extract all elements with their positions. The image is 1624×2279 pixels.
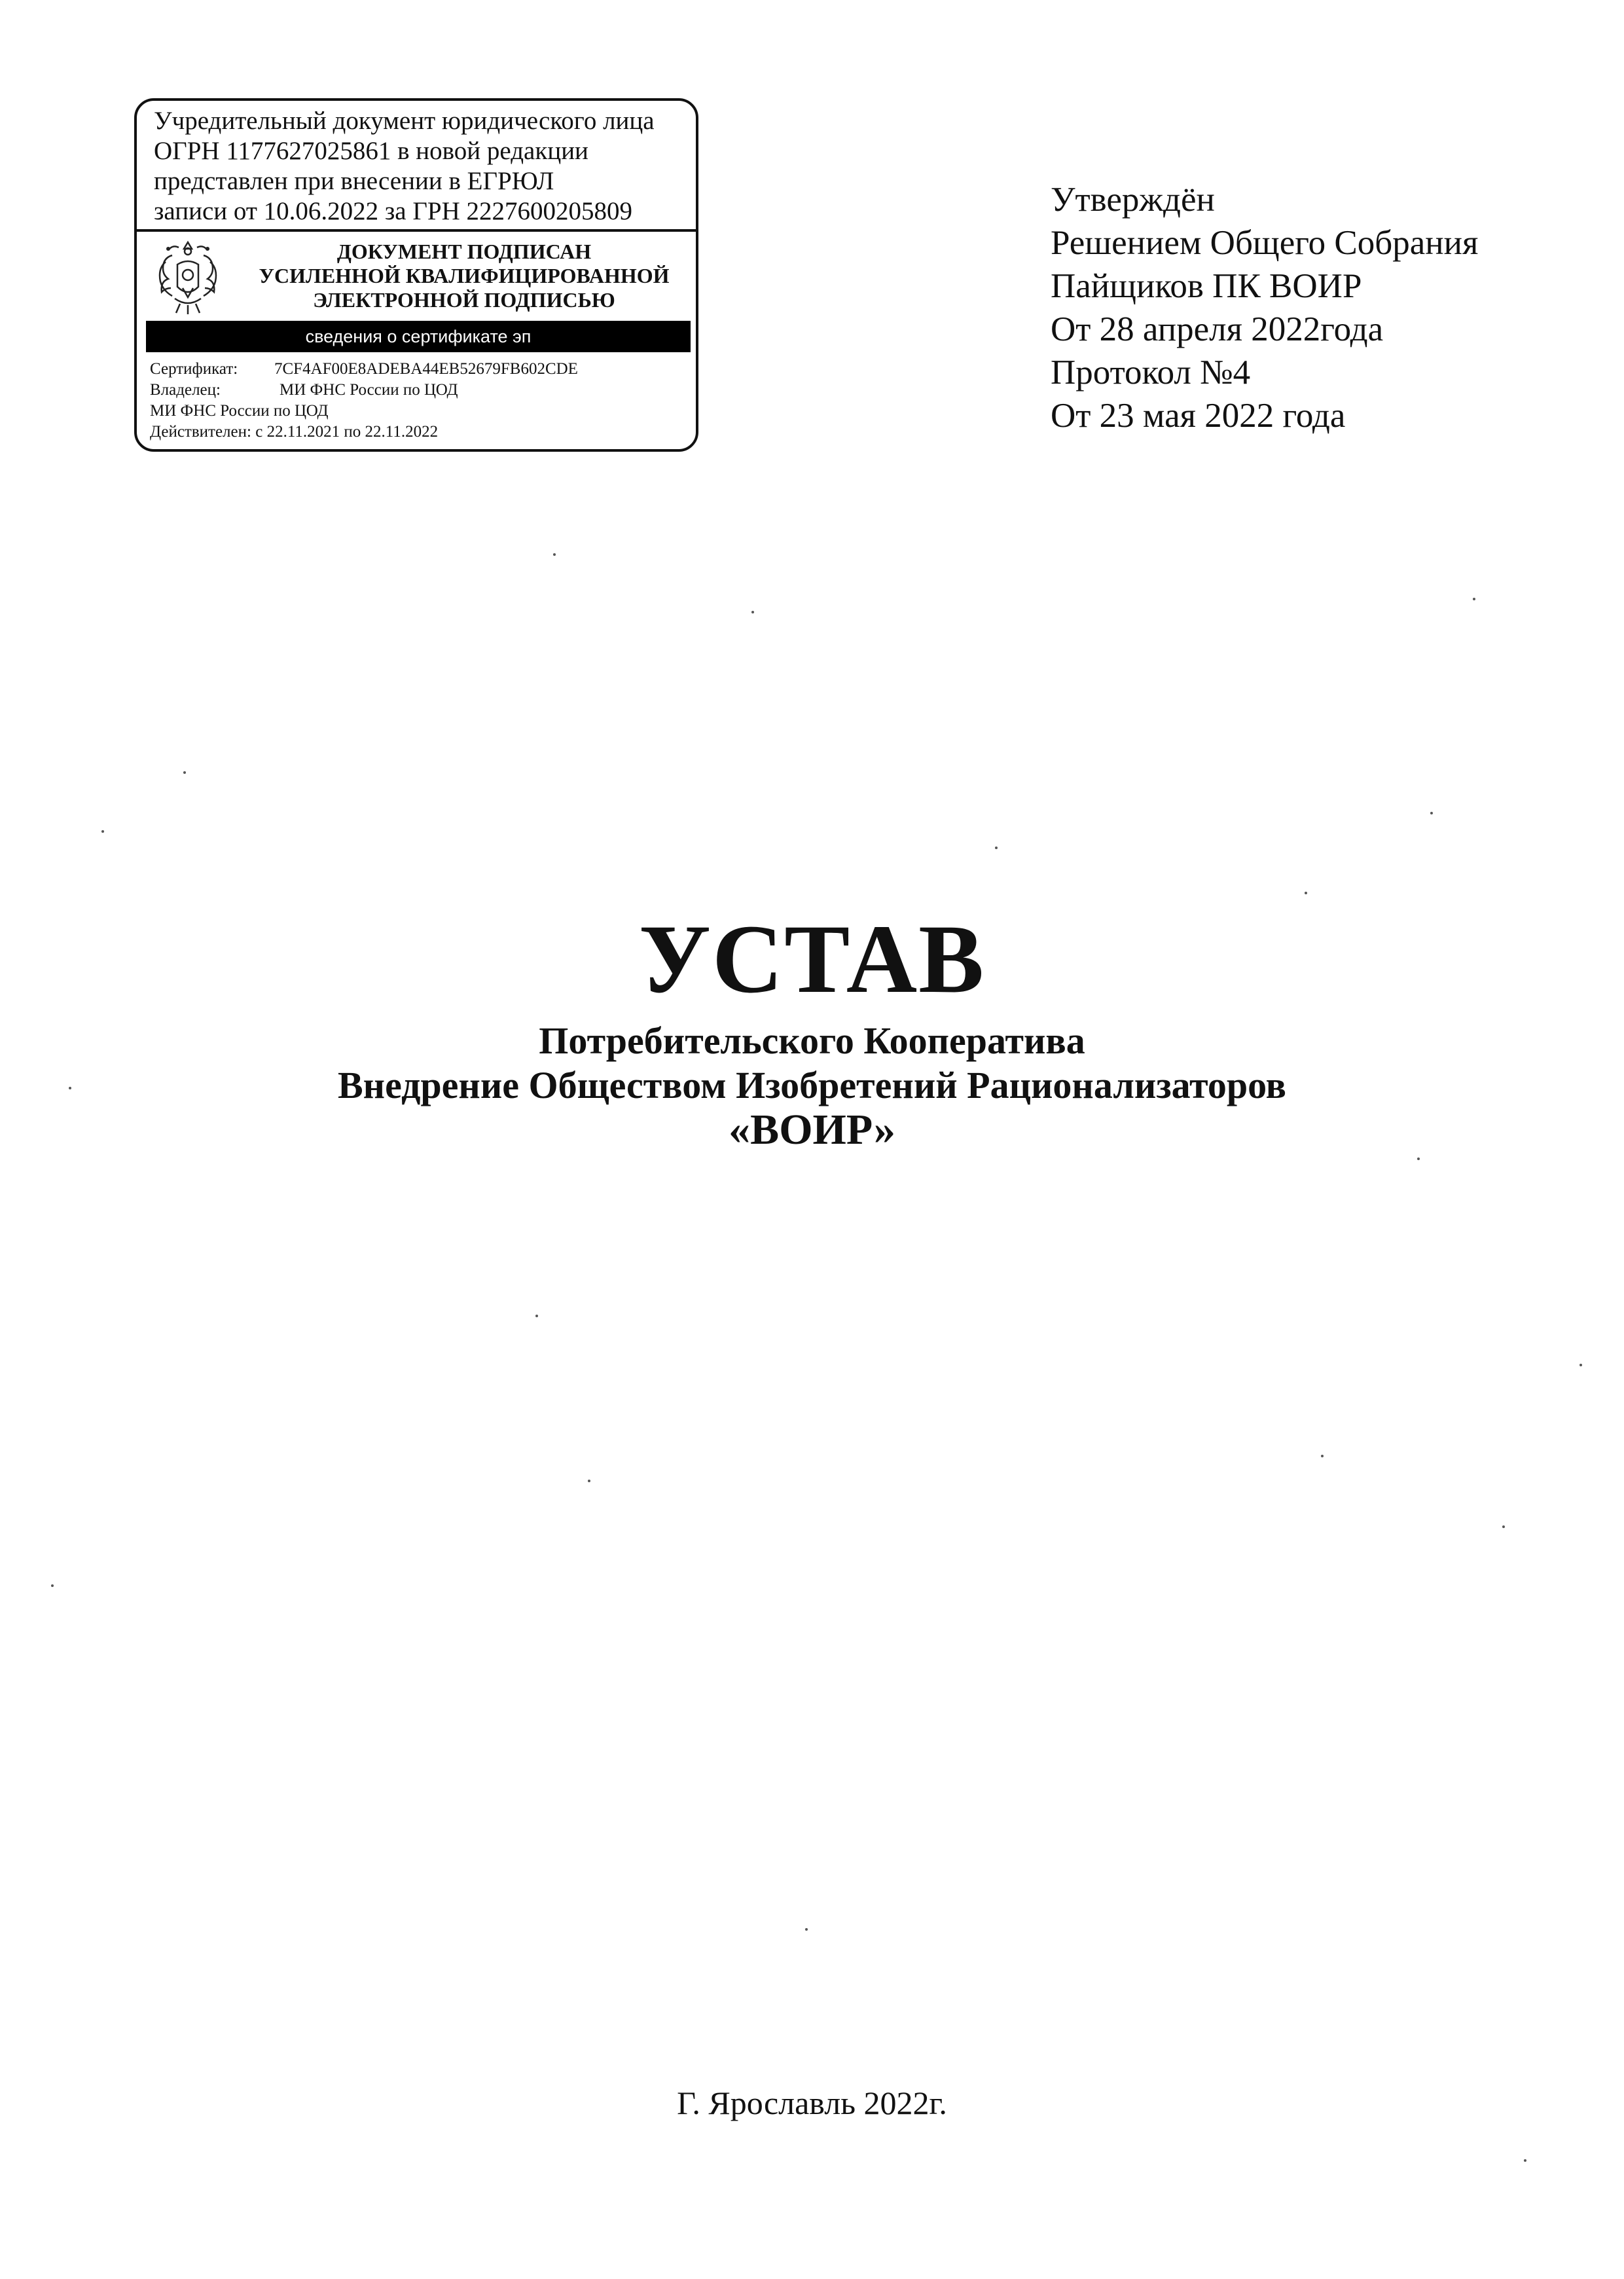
- signed-line: УСИЛЕННОЙ КВАЛИФИЦИРОВАННОЙ: [259, 264, 670, 287]
- valid-label: Действителен:: [150, 423, 251, 441]
- registration-text: [154, 106, 691, 227]
- certificate-label: Сертификат:: [150, 360, 238, 378]
- scan-speck: [101, 830, 104, 833]
- scan-speck: [535, 1315, 538, 1317]
- approval-line: Протокол №4: [1051, 354, 1251, 392]
- scan-speck: [1502, 1525, 1505, 1528]
- registration-line: записи от 10.06.2022 за ГРН 2227600205809: [154, 197, 633, 225]
- scan-speck: [1579, 1364, 1582, 1366]
- approval-line: Пайщиков ПК ВОИР: [1051, 267, 1362, 305]
- owner-value: МИ ФНС России по ЦОД: [280, 381, 458, 399]
- certificate-value: 7CF4AF00E8ADEBA44EB52679FB602CDE: [274, 360, 578, 378]
- approval-block: [1051, 178, 1478, 437]
- scan-speck: [1524, 2159, 1526, 2162]
- city-year: Г. Ярославль 2022г.: [677, 2085, 947, 2121]
- scan-speck: [1430, 812, 1433, 814]
- scan-speck: [588, 1480, 590, 1482]
- scan-speck: [51, 1584, 54, 1587]
- scan-speck: [69, 1087, 71, 1089]
- registration-line: представлен при внесении в ЕГРЮЛ: [154, 167, 554, 195]
- valid-value: с 22.11.2021 по 22.11.2022: [255, 423, 439, 441]
- subtitle-abbreviation: «ВОИР»: [729, 1106, 895, 1154]
- scan-speck: [1305, 892, 1307, 894]
- registration-stamp: [134, 98, 698, 452]
- registration-line: Учредительный документ юридического лица: [154, 107, 655, 135]
- coat-of-arms-icon: [146, 236, 230, 319]
- approval-line: От 23 мая 2022 года: [1051, 397, 1346, 435]
- approval-line: Утверждён: [1051, 181, 1215, 219]
- document-title: УСТАВ: [638, 905, 986, 1013]
- owner-row: [150, 380, 693, 401]
- approval-line: Решением Общего Собрания: [1051, 224, 1479, 262]
- signed-notice: [235, 240, 693, 312]
- certificate-row: [150, 359, 693, 380]
- scan-speck: [553, 553, 556, 556]
- signed-line: ДОКУМЕНТ ПОДПИСАН: [336, 240, 592, 263]
- scan-speck: [1417, 1158, 1420, 1160]
- scan-speck: [805, 1928, 808, 1931]
- owner-label: Владелец:: [150, 381, 221, 399]
- approval-line: От 28 апреля 2022года: [1051, 310, 1384, 348]
- subtitle-line-2: Внедрение Обществом Изобретений Рационализаторов: [338, 1064, 1286, 1106]
- subtitle-line-1: Потребительского Кооператива: [539, 1019, 1085, 1062]
- scan-speck: [751, 611, 754, 613]
- registration-line: ОГРН 1177627025861 в новой редакции: [154, 137, 588, 165]
- validity-row: [150, 422, 693, 443]
- owner-continued: МИ ФНС России по ЦОД: [150, 402, 329, 420]
- certificate-info-bar: сведения о сертификате эп: [146, 321, 691, 352]
- scan-speck: [1321, 1455, 1324, 1457]
- scan-speck: [995, 847, 998, 849]
- scan-speck: [1473, 598, 1475, 600]
- document-subtitle: [0, 1019, 1624, 1152]
- owner-continued-row: [150, 401, 693, 422]
- stamp-divider: [137, 229, 696, 232]
- scan-speck: [183, 771, 186, 774]
- signed-line: ЭЛЕКТРОННОЙ ПОДПИСЬЮ: [313, 288, 615, 312]
- certificate-details: [150, 359, 693, 443]
